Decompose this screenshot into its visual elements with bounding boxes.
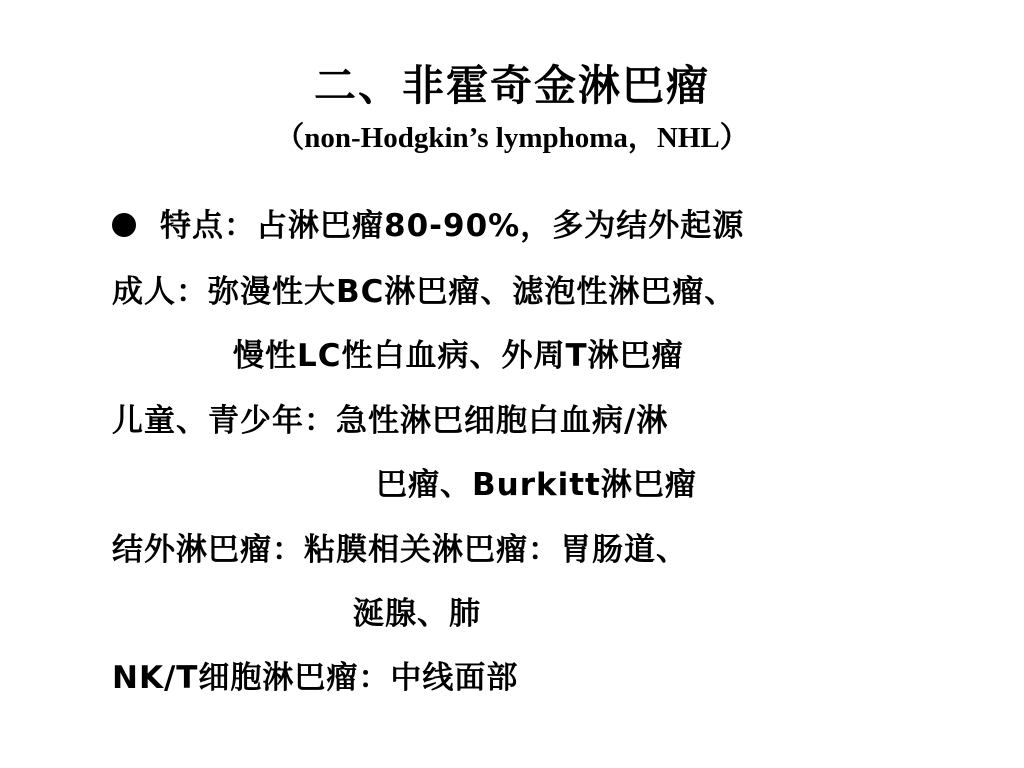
slide-title: 二、非霍奇金淋巴瘤 [313, 61, 710, 110]
line-adults: 成人：弥漫性大BC淋巴瘤、滤泡性淋巴瘤、 [112, 274, 737, 310]
line-children-continued: 巴瘤、Burkitt淋巴瘤 [376, 467, 697, 503]
line-nk-t-cell: NK/T细胞淋巴瘤：中线面部 [112, 660, 519, 696]
line-extranodal-continued: 涎腺、肺 [353, 596, 481, 632]
line-adults-continued: 慢性LC性白血病、外周T淋巴瘤 [233, 338, 684, 374]
bullet-line-features [112, 206, 744, 246]
line-extranodal: 结外淋巴瘤：粘膜相关淋巴瘤：胃肠道、 [112, 532, 688, 568]
line-children: 儿童、青少年：急性淋巴细胞白血病/淋 [112, 403, 669, 439]
slide-subtitle: （non-Hodgkin’s lymphoma，NHL） [275, 122, 749, 154]
bullet-icon [112, 213, 136, 237]
line-text: 特点：占淋巴瘤80-90%，多为结外起源 [160, 208, 745, 244]
